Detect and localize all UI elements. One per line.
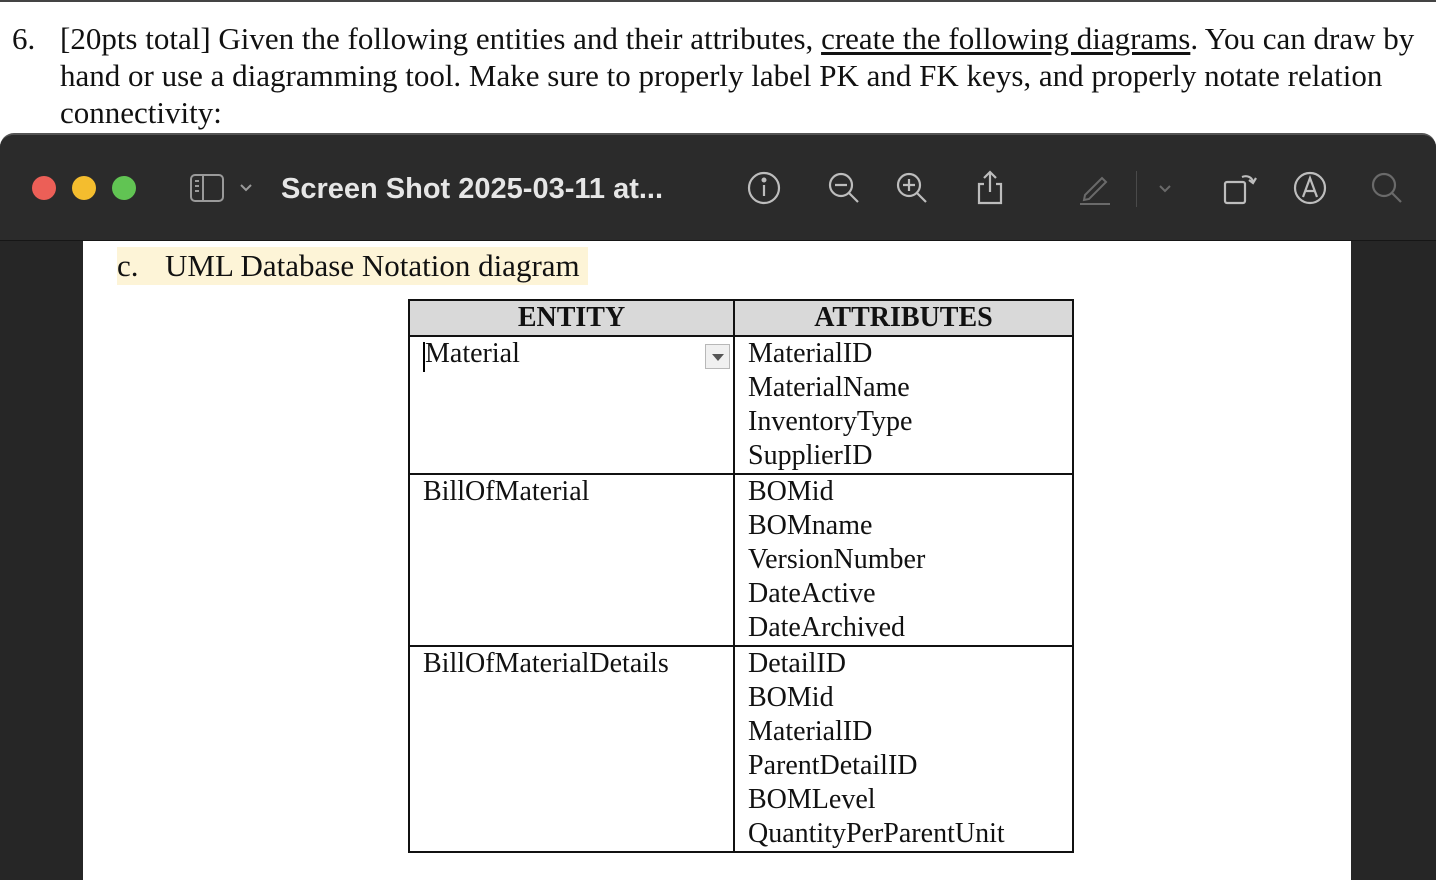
attribute: ParentDetailID — [748, 750, 918, 781]
table-row — [409, 336, 1073, 474]
zoom-out-icon[interactable] — [825, 169, 863, 207]
question-text-underlined: create the following diagrams — [821, 21, 1191, 56]
attribute: MaterialName — [748, 372, 910, 403]
close-window-button[interactable] — [32, 176, 56, 200]
chevron-down-icon[interactable] — [236, 169, 256, 207]
attribute: DateArchived — [748, 612, 906, 643]
sidebar-icon[interactable] — [188, 169, 226, 207]
zoom-window-button[interactable] — [112, 176, 136, 200]
question-text — [60, 20, 1430, 131]
entity-cell[interactable] — [409, 336, 734, 474]
top-divider — [0, 0, 1436, 2]
entity-name: BillOfMaterialDetails — [423, 648, 669, 679]
attributes-cell — [734, 336, 1073, 474]
attribute: BOMid — [748, 476, 834, 507]
attribute: DetailID — [748, 648, 846, 679]
entity-attributes-table — [408, 299, 1074, 853]
entity-cell[interactable] — [409, 474, 734, 646]
preview-window — [0, 133, 1436, 880]
attribute: SupplierID — [748, 440, 873, 471]
attribute: MaterialID — [748, 716, 873, 747]
attribute: VersionNumber — [748, 544, 926, 575]
question-number: 6. — [12, 21, 36, 56]
rotate-icon[interactable] — [1220, 169, 1258, 207]
question-text-start: [20pts total] Given the following entities and their attributes, — [60, 21, 822, 56]
attribute: BOMLevel — [748, 784, 876, 815]
entity-name: Material — [425, 338, 520, 369]
attribute: BOMid — [748, 682, 834, 713]
chevron-down-icon[interactable] — [1155, 169, 1175, 207]
search-icon[interactable] — [1368, 169, 1406, 207]
annotate-icon[interactable] — [1291, 169, 1329, 207]
markup-pen-icon[interactable] — [1076, 169, 1114, 207]
dropdown-arrow-icon[interactable] — [705, 344, 730, 369]
minimize-window-button[interactable] — [72, 176, 96, 200]
attribute: InventoryType — [748, 406, 913, 437]
text-cursor — [423, 342, 425, 372]
attribute: BOMname — [748, 510, 873, 541]
attributes-cell — [734, 474, 1073, 646]
attribute: QuantityPerParentUnit — [748, 818, 1005, 849]
attribute: DateActive — [748, 578, 876, 609]
section-heading — [117, 247, 588, 285]
section-letter: c. — [117, 248, 139, 283]
toolbar-separator — [1136, 171, 1137, 207]
section-title: UML Database Notation diagram — [165, 248, 580, 283]
question-block — [0, 20, 1436, 133]
entity-cell[interactable] — [409, 646, 734, 852]
window-title: Screen Shot 2025-03-11 at... — [281, 173, 664, 205]
info-icon[interactable] — [745, 169, 783, 207]
question-text-end: . You can draw by hand or use a diagramming tool. Make sure to properly label PK and FK keys, and properly notate relation connectivity: — [60, 21, 1415, 130]
table-row — [409, 646, 1073, 852]
entity-column-header: ENTITY — [409, 300, 734, 336]
share-icon[interactable] — [971, 169, 1009, 207]
attribute: MaterialID — [748, 338, 873, 369]
document-page — [83, 241, 1351, 880]
document-viewport[interactable] — [0, 241, 1436, 880]
entity-name: BillOfMaterial — [423, 476, 590, 507]
attributes-column-header: ATTRIBUTES — [734, 300, 1073, 336]
table-header-row — [409, 300, 1073, 336]
attributes-cell — [734, 646, 1073, 852]
window-titlebar[interactable] — [0, 135, 1436, 241]
table-row — [409, 474, 1073, 646]
zoom-in-icon[interactable] — [893, 169, 931, 207]
